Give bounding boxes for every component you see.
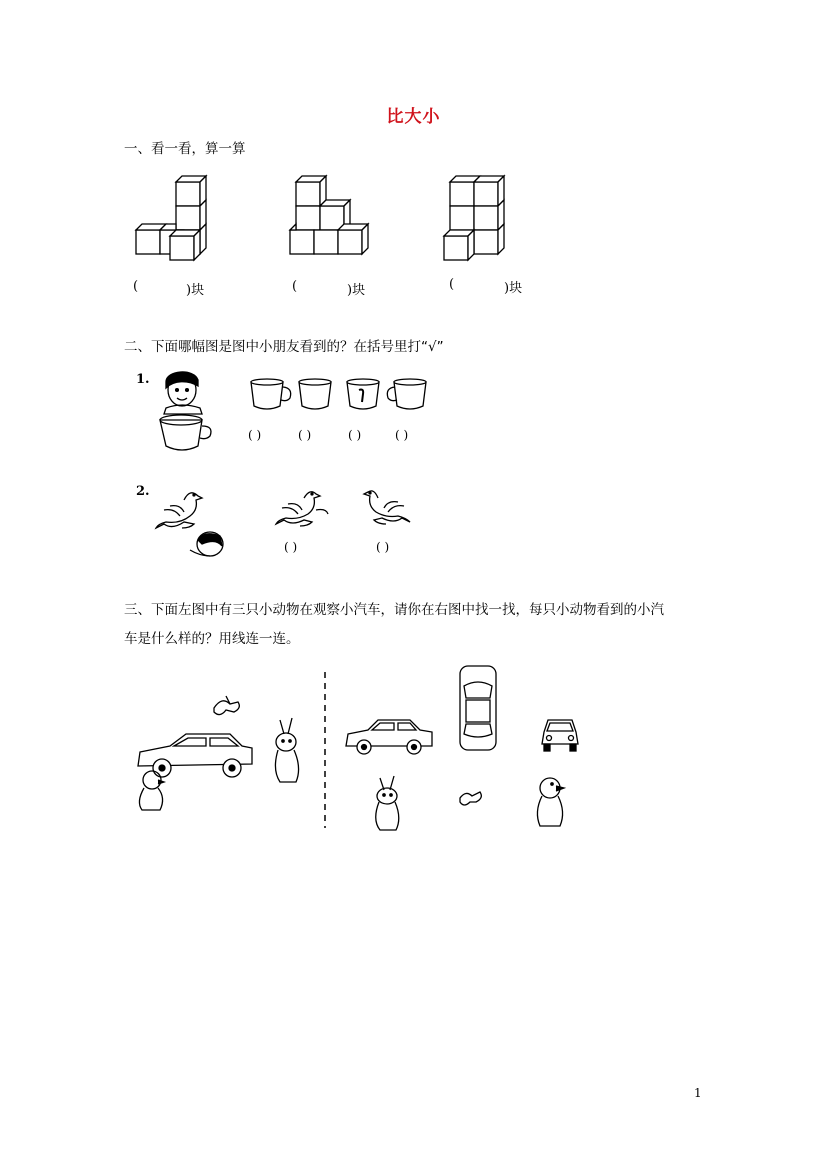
cup-view-3 — [344, 376, 384, 414]
answer-close-1: )块 — [186, 283, 205, 298]
answer-close-3: )块 — [504, 281, 523, 296]
q2-blank-2[interactable]: ( ) — [376, 540, 390, 554]
cup-view-1 — [248, 376, 294, 414]
car-front-view — [540, 716, 580, 754]
answer-open-2: ( — [292, 279, 298, 294]
q1-blank-4[interactable]: ( ) — [395, 428, 409, 442]
q1-blank-1[interactable]: ( ) — [248, 428, 262, 442]
dove-view-2 — [358, 486, 414, 528]
answer-open-3: ( — [449, 277, 455, 292]
cube-figure-2 — [288, 176, 368, 266]
car-top-view — [456, 664, 500, 752]
section3-heading-line1: 三、下面左图中有三只小动物在观察小汽车，请你在右图中找一找，每只小动物看到的小汽 — [124, 602, 664, 618]
cube-figure-3 — [442, 176, 512, 266]
animals-around-car-picture — [134, 690, 310, 818]
dove-with-child-picture — [154, 486, 228, 560]
cup-view-4 — [384, 376, 430, 414]
section3-heading-line2: 车是什么样的？用线连一连。 — [124, 631, 300, 647]
duck-picture — [534, 774, 568, 830]
car-side-view — [344, 714, 436, 756]
q1-number: 1. — [136, 372, 150, 387]
bird-picture — [456, 788, 486, 810]
child-with-cup-picture — [158, 368, 214, 456]
q2-blank-1[interactable]: ( ) — [284, 540, 298, 554]
section2-heading: 二、下面哪幅图是图中小朋友看到的？在括号里打“√” — [124, 339, 444, 355]
q1-blank-2[interactable]: ( ) — [298, 428, 312, 442]
page-number: 1 — [694, 1086, 702, 1100]
cup-view-2 — [296, 376, 336, 414]
answer-open-1: ( — [133, 279, 139, 294]
cube-figure-1 — [134, 176, 214, 266]
divider-dashed-line — [320, 672, 330, 828]
rabbit-picture — [368, 776, 408, 832]
q1-blank-3[interactable]: ( ) — [348, 428, 362, 442]
dove-view-1 — [274, 488, 330, 530]
answer-close-2: )块 — [347, 283, 366, 298]
page-title: 比大小 — [386, 107, 441, 127]
q2-number: 2. — [136, 484, 150, 499]
section1-heading: 一、看一看，算一算 — [124, 141, 246, 157]
